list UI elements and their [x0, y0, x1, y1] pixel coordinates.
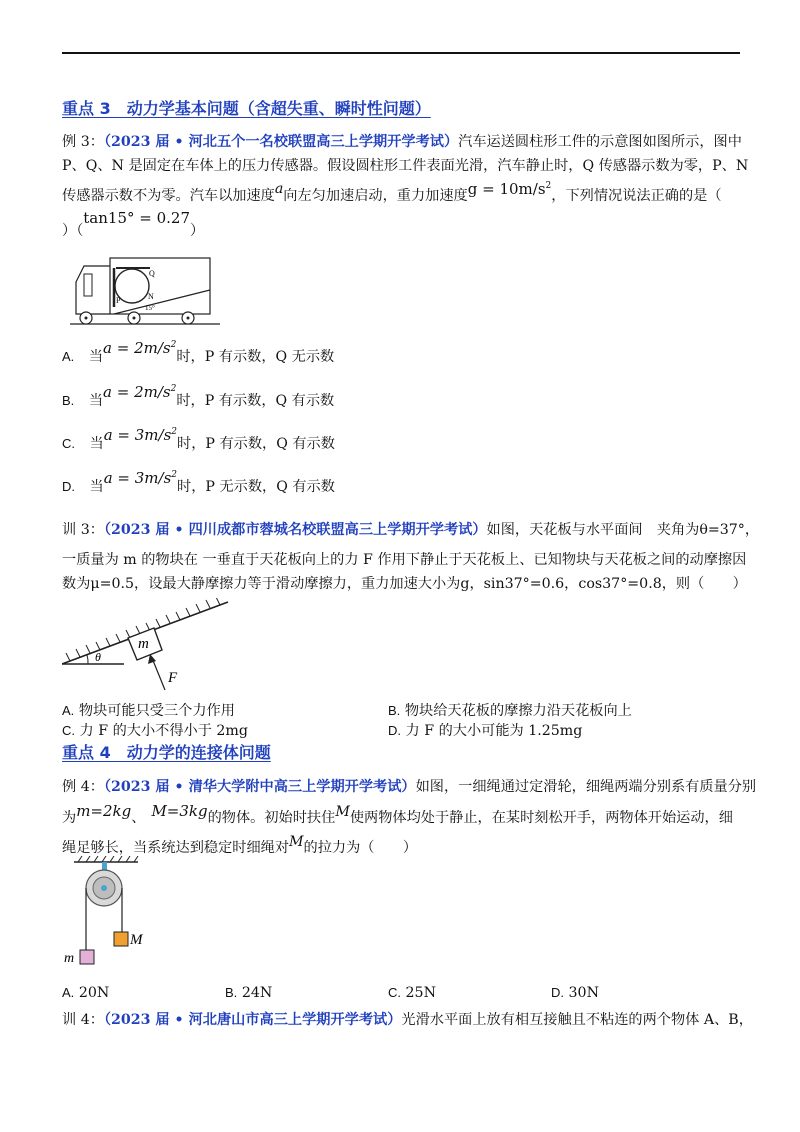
- label-theta: θ: [95, 650, 101, 664]
- option-d[interactable]: [62, 469, 335, 496]
- label-force: F: [168, 670, 178, 686]
- option-c[interactable]: [62, 426, 335, 453]
- option-text: 当: [88, 393, 104, 409]
- gravity-value: g = 10m/s: [467, 180, 546, 198]
- truck-diagram: [70, 252, 220, 332]
- option-a[interactable]: [62, 700, 235, 720]
- option-text: 30N: [568, 985, 599, 1001]
- support-hatching: [78, 856, 138, 862]
- option-text: 当: [88, 349, 104, 365]
- option-text: 20N: [78, 985, 110, 1001]
- question-text: ，下列情况说法正确的是（: [551, 188, 722, 204]
- mass-symbol: M: [289, 834, 304, 850]
- question-text: 如图，一细绳通过定滑轮，细绳两端分别系有质量分别: [415, 779, 757, 795]
- training-3-line-3: 数为μ=0.5，设最大静摩擦力等于滑动摩擦力，重力加速大小为g，sin37°=0.6，cos37°=0.8，则（ ）: [62, 576, 747, 592]
- option-d[interactable]: [388, 720, 582, 740]
- option-text: 24N: [241, 985, 273, 1001]
- option-letter: A.: [62, 703, 75, 718]
- option-a[interactable]: [62, 985, 109, 1001]
- option-value: a = 2m/s: [103, 339, 171, 357]
- option-text: 时，P 有示数，Q 有示数: [177, 436, 335, 452]
- option-letter: A.: [62, 349, 75, 364]
- small-mass-value: m=2kg: [76, 802, 132, 820]
- question-text: 使两物体均处于静止，在某时刻松开手，两物体开始运动，细: [349, 810, 733, 826]
- block-large-m: [114, 932, 128, 946]
- wheel-hub: [85, 317, 88, 320]
- option-text: 时，P 无示数，Q 有示数: [177, 479, 335, 495]
- truck-window: [84, 274, 92, 296]
- large-mass-value: M=3kg: [151, 802, 208, 820]
- option-text: 力 F 的大小可能为 1.25mg: [405, 723, 583, 739]
- option-letter: D.: [388, 723, 401, 738]
- option-text: 时，P 有示数，Q 无示数: [176, 349, 335, 365]
- option-text: 当: [89, 436, 104, 452]
- angle-arc: [87, 655, 88, 664]
- option-expression: $a = 3m/s^2$: [103, 426, 178, 444]
- option-letter: D.: [551, 985, 564, 1000]
- label-p: P: [116, 296, 121, 305]
- option-text: 时，P 有示数，Q 有示数: [176, 393, 335, 409]
- training-3-line-2: 一质量为 m 的物块在 一垂直于天花板向上的力 F 作用下静止于天花板上、已知物块与天花板之间的动摩擦因: [62, 552, 747, 568]
- question-source: （2023 届 • 河北五个一名校联盟高三上学期开学考试）: [103, 134, 459, 150]
- wheel-hub: [133, 317, 136, 320]
- question-source: （2023 届 • 河北唐山市高三上学期开学考试）: [103, 1012, 402, 1028]
- option-letter: B.: [62, 393, 75, 408]
- option-text: 物块可能只受三个力作用: [78, 703, 235, 719]
- option-a[interactable]: [62, 339, 335, 366]
- example-3-line-3: [62, 180, 722, 208]
- label-n: N: [148, 292, 154, 301]
- label-large-m: M: [130, 932, 143, 948]
- label-q: Q: [149, 269, 155, 278]
- question-text: 绳足够长，当系统达到稳定时细绳对: [62, 840, 290, 856]
- option-expression: $a = 2m/s^2$: [103, 383, 177, 401]
- option-letter: B.: [225, 985, 238, 1000]
- question-text: ）（: [62, 223, 84, 239]
- option-c[interactable]: [62, 720, 248, 740]
- force-arrow: [152, 658, 165, 690]
- section-heading-3: 重点 3 动力学基本问题（含超失重、瞬时性问题）: [62, 99, 431, 118]
- option-d[interactable]: [551, 985, 599, 1001]
- question-source: （2023 届 • 清华大学附中高三上学期开学考试）: [103, 779, 416, 795]
- option-c[interactable]: [388, 985, 436, 1001]
- question-text: 如图，天花板与水平面间 夹角为θ=37°，: [486, 522, 760, 538]
- tangent-hint: tan15° = 0.27: [83, 209, 191, 227]
- question-text: 传感器示数不为零。汽车以加速度: [62, 188, 275, 204]
- option-value: a = 3m/s: [103, 426, 172, 444]
- example-4-line-1: [62, 775, 756, 799]
- label-small-m: m: [64, 951, 75, 966]
- header-rule: [62, 52, 740, 54]
- truck-cab: [76, 266, 110, 314]
- example-4-line-2: [62, 802, 733, 830]
- option-value: a = 2m/s: [103, 383, 171, 401]
- option-text: 力 F 的大小不得小于 2mg: [79, 723, 248, 739]
- option-b[interactable]: [388, 700, 632, 720]
- option-expression: $a = 2m/s^2$: [103, 339, 177, 357]
- pulley-diagram: [62, 856, 162, 970]
- option-value: a = 3m/s: [103, 469, 172, 487]
- question-text: 光滑水平面上放有相互接触且不粘连的两个物体 A、B，: [401, 1012, 753, 1028]
- question-text: 的拉力为（ ）: [303, 840, 418, 856]
- example-label: 例 4：: [62, 779, 104, 795]
- option-expression: $a = 3m/s^2$: [103, 469, 178, 487]
- example-3-line-4: [62, 209, 205, 243]
- question-source: （2023 届 • 四川成都市蓉城名校联盟高三上学期开学考试）: [103, 522, 487, 538]
- option-letter: B.: [388, 703, 401, 718]
- ceiling-block-diagram: [62, 598, 232, 694]
- option-text: 当: [89, 479, 104, 495]
- example-3-line-2: P、Q、N 是固定在车体上的压力传感器。假设圆柱形工件表面光滑，汽车静止时，Q 传感器示数为零，P、N: [62, 158, 749, 174]
- option-letter: C.: [62, 436, 75, 451]
- separator: 、: [131, 810, 146, 826]
- example-3-line-1: [62, 130, 742, 154]
- training-4-line-1: [62, 1008, 753, 1032]
- question-text: ）: [190, 223, 205, 239]
- example-label: 例 3：: [62, 134, 104, 150]
- question-text: 向左匀加速启动，重力加速度: [283, 188, 468, 204]
- gravity-expression: $g = 10m/s^2$: [467, 180, 552, 198]
- question-text: 为: [62, 810, 77, 826]
- option-b[interactable]: [225, 985, 272, 1001]
- option-b[interactable]: [62, 383, 335, 410]
- option-text: 25N: [405, 985, 436, 1001]
- acceleration-symbol: a: [274, 181, 284, 197]
- section-heading-4: 重点 4 动力学的连接体问题: [62, 743, 271, 762]
- training-3-line-1: [62, 518, 759, 542]
- pulley-axle: [101, 885, 107, 891]
- option-letter: C.: [62, 723, 75, 738]
- question-text: 的物体。初始时扶住: [207, 810, 336, 826]
- training-label: 训 3：: [62, 522, 104, 538]
- wheel-hub: [187, 317, 190, 320]
- mass-symbol: M: [335, 804, 350, 820]
- label-angle: 15°: [145, 304, 155, 312]
- block-small-m: [80, 950, 94, 964]
- option-letter: C.: [388, 985, 401, 1000]
- option-text: 物块给天花板的摩擦力沿天花板向上: [404, 703, 632, 719]
- question-text: 汽车运送圆柱形工件的示意图如图所示，图中: [458, 134, 742, 150]
- label-mass: m: [138, 636, 149, 652]
- training-label: 训 4：: [62, 1012, 104, 1028]
- option-letter: D.: [62, 479, 75, 494]
- option-letter: A.: [62, 985, 75, 1000]
